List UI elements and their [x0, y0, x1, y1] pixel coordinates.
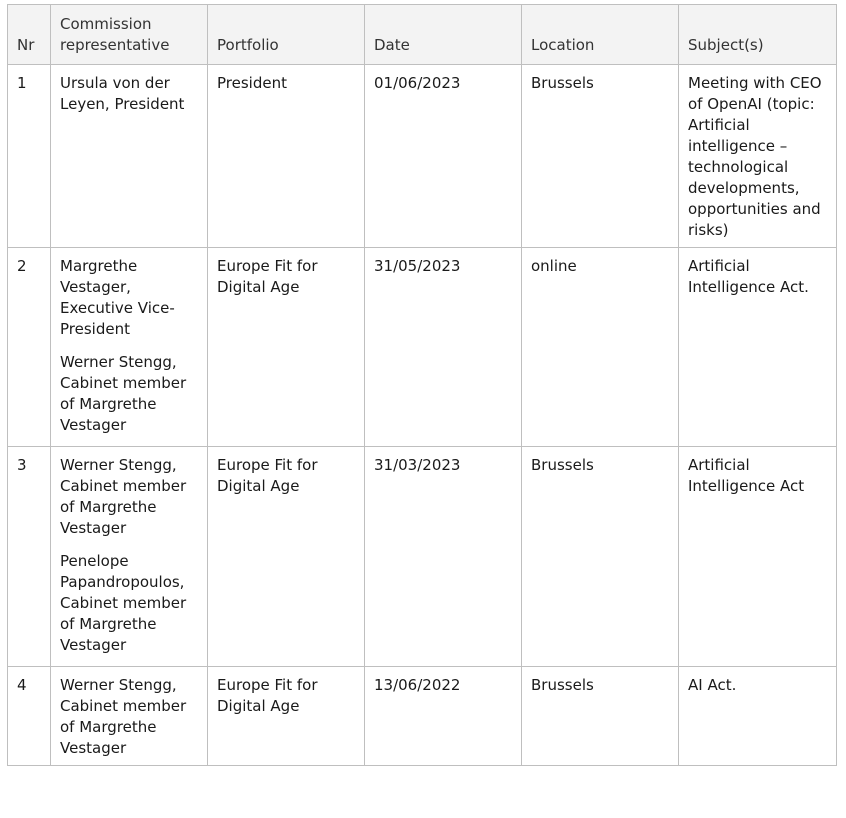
cell-representative: [51, 65, 208, 248]
cell-representative: [51, 667, 208, 766]
table-body: [8, 65, 837, 766]
cell-subjects: Meeting with CEO of OpenAI (topic: Artificial intelligence – technological developments, opportunities and risks): [679, 65, 837, 248]
header-subjects: Subject(s): [679, 5, 837, 65]
representative-entry: Werner Stengg, Cabinet member of Margrethe Vestager: [60, 456, 187, 537]
table-row: [8, 65, 837, 248]
header-nr: Nr: [8, 5, 51, 65]
table-header: [8, 5, 837, 65]
cell-representative: [51, 447, 208, 667]
cell-portfolio: Europe Fit for Digital Age: [208, 248, 365, 447]
meetings-table-container: [7, 4, 837, 766]
header-location: Location: [522, 5, 679, 65]
cell-date: 31/03/2023: [365, 447, 522, 667]
header-representative-label: Commission representative: [60, 15, 170, 54]
cell-subjects: Artificial Intelligence Act.: [679, 248, 837, 447]
cell-nr: 1: [8, 65, 51, 248]
cell-subjects: Artificial Intelligence Act: [679, 447, 837, 667]
representative-entry: Ursula von der Leyen, President: [60, 74, 185, 113]
cell-nr: 4: [8, 667, 51, 766]
cell-portfolio: President: [208, 65, 365, 248]
meetings-table: [7, 4, 837, 766]
table-row: [8, 248, 837, 447]
table-row: [8, 667, 837, 766]
cell-date: 31/05/2023: [365, 248, 522, 447]
header-portfolio: Portfolio: [208, 5, 365, 65]
cell-location: Brussels: [522, 65, 679, 248]
cell-nr: 3: [8, 447, 51, 667]
cell-portfolio: Europe Fit for Digital Age: [208, 667, 365, 766]
representative-entry: Margrethe Vestager, Executive Vice-President: [60, 257, 175, 338]
cell-date: 13/06/2022: [365, 667, 522, 766]
header-representative: [51, 5, 208, 65]
cell-date: 01/06/2023: [365, 65, 522, 248]
cell-subjects: AI Act.: [679, 667, 837, 766]
representative-entry: Werner Stengg, Cabinet member of Margrethe Vestager: [60, 353, 187, 434]
cell-location: online: [522, 248, 679, 447]
header-date: Date: [365, 5, 522, 65]
cell-representative: [51, 248, 208, 447]
cell-portfolio: Europe Fit for Digital Age: [208, 447, 365, 667]
cell-location: Brussels: [522, 447, 679, 667]
table-row: [8, 447, 837, 667]
header-row: [8, 5, 837, 65]
cell-nr: 2: [8, 248, 51, 447]
representative-entry: Werner Stengg, Cabinet member of Margrethe Vestager: [60, 676, 187, 757]
representative-entry: Penelope Papandropoulos, Cabinet member of Margrethe Vestager: [60, 552, 187, 654]
cell-location: Brussels: [522, 667, 679, 766]
